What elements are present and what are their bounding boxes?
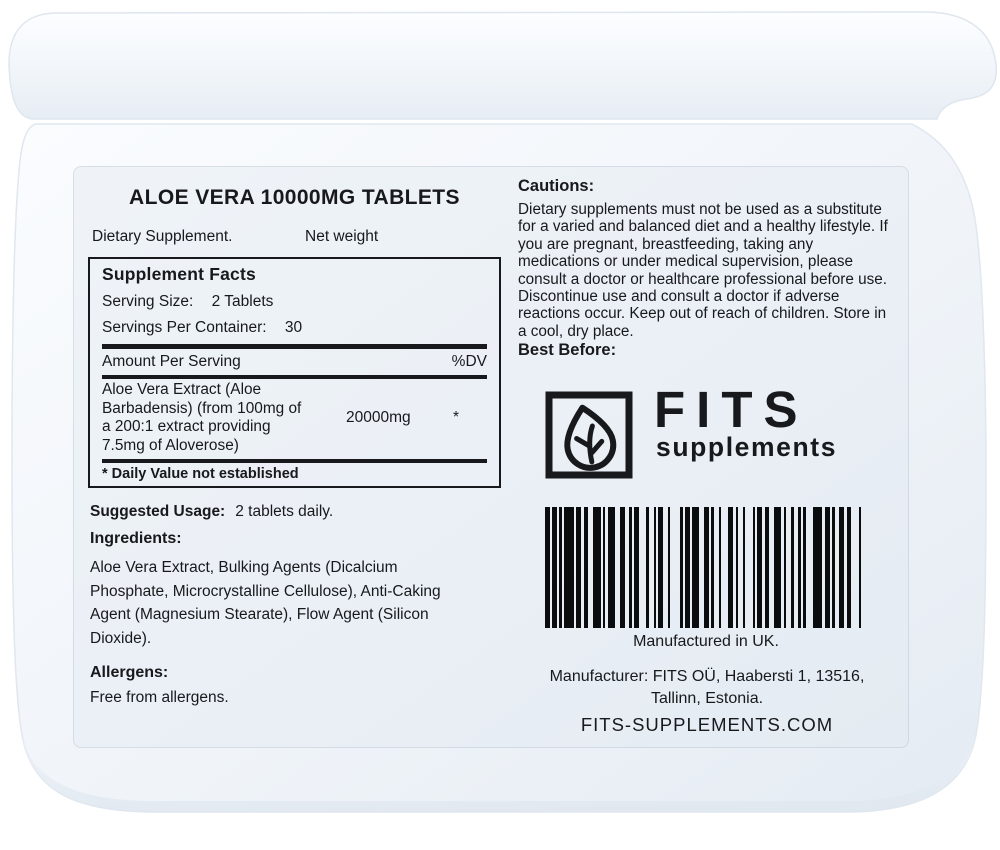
daily-value-footnote: * Daily Value not established (102, 466, 299, 483)
servings-per-container-value: 30 (284, 319, 303, 336)
fits-leaf-logo-icon (543, 389, 635, 481)
barcode-bar (608, 507, 615, 628)
barcode-space (721, 507, 728, 628)
tub-lid (9, 12, 996, 119)
product-subtitle (92, 228, 501, 246)
barcode-bar (774, 507, 781, 628)
facts-header-row (102, 353, 487, 371)
dv-header: %DV (451, 353, 487, 370)
amount-per-serving-header: Amount Per Serving (102, 353, 241, 370)
allergens-text: Free from allergens. (90, 689, 229, 706)
servings-per-container-label: Servings Per Container: (102, 319, 267, 336)
ingredients-text: Aloe Vera Extract, Bulking Agents (Dicalcium Phosphate, Microcrystalline Cellulose), Anti-Caking Agent (Magnesium Stearate), Flow Agent (Silicon Dioxide). (90, 559, 441, 647)
servings-per-container-row (102, 319, 487, 337)
dietary-supplement-text: Dietary Supplement. (92, 228, 233, 245)
serving-size-row (102, 293, 487, 311)
brand-name: FITS (654, 381, 809, 438)
suggested-usage-row (90, 503, 500, 521)
barcode-space (745, 507, 752, 628)
barcode-bar (593, 507, 600, 628)
supplement-facts-panel (88, 257, 501, 488)
fact-ingredient-dv: * (453, 409, 460, 427)
barcode-space (806, 507, 813, 628)
barcode-bar (692, 507, 699, 628)
barcode-space (861, 507, 866, 628)
cautions-text: Dietary supplements must not be used as a substitute for a varied and balanced diet and a healthy lifestyle. If you are pregnant, breastfeeding, taking any medications or under medical supervision, please consult a doctor or healthcare professional before use. Discontinue use and consult a doctor if adverse reactions occur. Keep out of reach of children. Store in a cool, dry place. (518, 201, 888, 340)
fact-row-aloe-vera (102, 381, 487, 455)
manufacturer-line1: Manufacturer: FITS OÜ, Haabersti 1, 13516, (549, 668, 865, 685)
facts-divider-thin (102, 375, 487, 379)
fact-ingredient-name: Aloe Vera Extract (Aloe Barbadensis) (from 100mg of a 200:1 extract providing 7.5mg of Aloverose) (102, 381, 302, 454)
fact-ingredient-amount: 20000mg (346, 409, 411, 427)
fits-brand-logo (543, 381, 893, 484)
barcode-space (851, 507, 858, 628)
barcode-bar (813, 507, 823, 628)
made-in-text: Manufactured in UK. (633, 633, 779, 650)
facts-divider-bottom (102, 459, 487, 463)
serving-size-label: Serving Size: (102, 293, 194, 310)
brand-tagline: supplements (656, 432, 838, 462)
manufacturer-line2: Tallinn, Estonia. (650, 690, 764, 707)
barcode (545, 507, 867, 628)
manufacturer-text (518, 666, 896, 710)
serving-size-value: 2 Tablets (211, 293, 274, 310)
best-before-label: Best Before: (518, 341, 617, 359)
net-weight-label: Net weight (305, 228, 379, 245)
product-title: ALOE VERA 10000MG TABLETS (129, 186, 460, 209)
facts-divider-thick (102, 344, 487, 349)
website-text: FITS-SUPPLEMENTS.COM (580, 714, 834, 735)
suggested-usage-label: Suggested Usage: (90, 503, 226, 520)
suggested-usage-value: 2 tablets daily. (235, 503, 334, 520)
ingredients-label: Ingredients: (90, 530, 182, 547)
cautions-label: Cautions: (518, 177, 595, 195)
allergens-label: Allergens: (90, 664, 169, 681)
barcode-space (639, 507, 646, 628)
barcode-space (670, 507, 680, 628)
supplement-facts-heading: Supplement Facts (102, 264, 256, 284)
barcode-bar (564, 507, 574, 628)
